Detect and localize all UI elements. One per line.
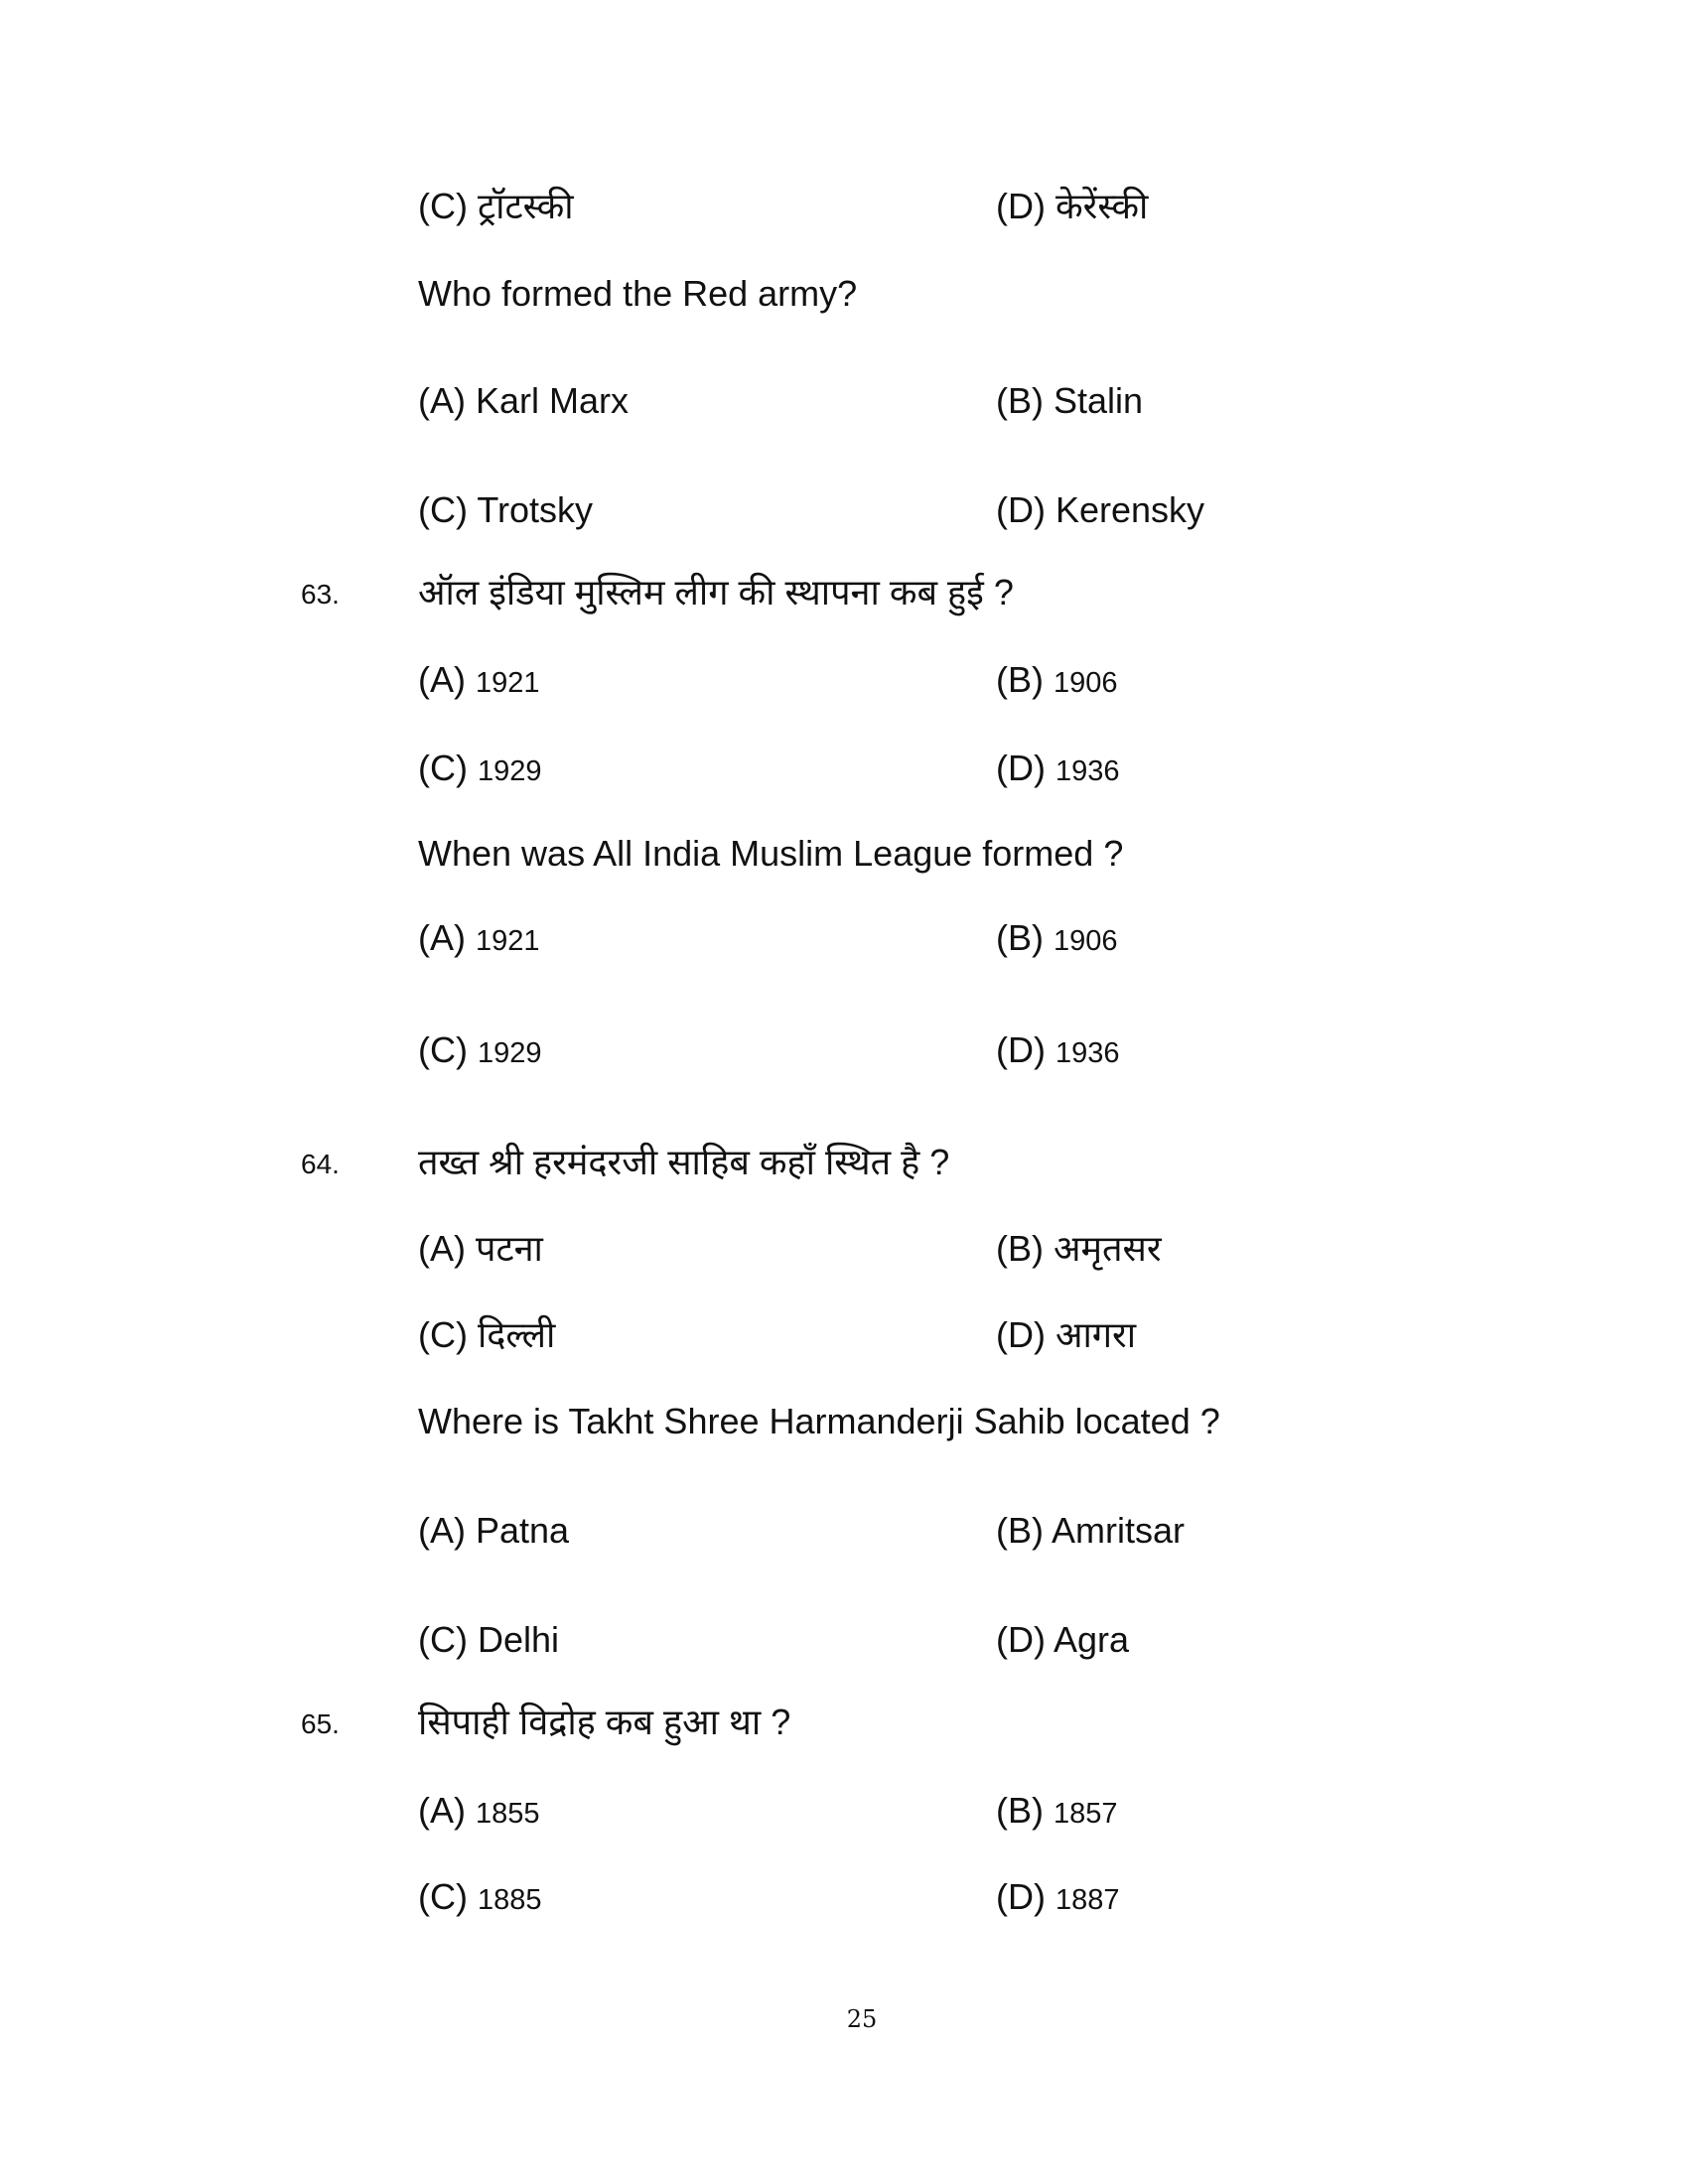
q65-number: 65. xyxy=(301,1708,340,1739)
q64-en-option-a: (A) Patna xyxy=(418,1510,570,1551)
q62-en-option-a: (A) Karl Marx xyxy=(418,380,630,421)
q65-hi-question: सिपाही विद्रोह कब हुआ था ? xyxy=(418,1702,791,1742)
q64-hi-option-a: (A) पटना xyxy=(418,1228,543,1269)
page-number: 25 xyxy=(846,2005,878,2033)
q63-en-option-b: (B) 1906 xyxy=(996,917,1118,958)
q62-en-question: Who formed the Red army? xyxy=(418,273,858,314)
q64-hi-option-b: (B) अमृतसर xyxy=(996,1228,1162,1269)
q64-en-question: Where is Takht Shree Harmanderji Sahib located ? xyxy=(418,1401,1220,1441)
q65-hi-option-c: (C) 1885 xyxy=(418,1876,542,1917)
q63-en-option-a: (A) 1921 xyxy=(418,917,540,958)
q65-hi-option-d: (D) 1887 xyxy=(996,1876,1120,1917)
q64-en-option-c: (C) Delhi xyxy=(418,1619,560,1660)
q63-hi-option-b: (B) 1906 xyxy=(996,659,1118,700)
q63-number: 63. xyxy=(301,579,340,610)
q63-hi-option-a: (A) 1921 xyxy=(418,659,540,700)
q63-hi-option-c: (C) 1929 xyxy=(418,748,542,788)
q62-en-option-c: (C) Trotsky xyxy=(418,489,593,530)
q63-en-option-d: (D) 1936 xyxy=(996,1029,1120,1070)
q64-en-option-b: (B) Amritsar xyxy=(996,1510,1186,1551)
q65-hi-option-b: (B) 1857 xyxy=(996,1790,1118,1831)
q63-hi-question: ऑल इंडिया मुस्लिम लीग की स्थापना कब हुई ? xyxy=(418,572,1014,613)
q63-en-option-c: (C) 1929 xyxy=(418,1029,542,1070)
q64-number: 64. xyxy=(301,1149,340,1179)
q62-en-option-b: (B) Stalin xyxy=(996,380,1144,421)
q64-hi-question: तख्त श्री हरमंदरजी साहिब कहाँ स्थित है ? xyxy=(418,1142,950,1182)
q62-hi-option-d: (D) केरेंस्की xyxy=(996,186,1149,226)
q63-hi-option-d: (D) 1936 xyxy=(996,748,1120,788)
q62-en-option-d: (D) Kerensky xyxy=(996,489,1205,530)
q62-hi-option-c: (C) ट्रॉटस्की xyxy=(418,186,574,226)
q63-en-question: When was All India Muslim League formed ? xyxy=(418,833,1124,874)
q64-hi-option-d: (D) आगरा xyxy=(996,1314,1137,1355)
q65-hi-option-a: (A) 1855 xyxy=(418,1790,540,1831)
q64-en-option-d: (D) Agra xyxy=(996,1619,1130,1660)
q64-hi-option-c: (C) दिल्ली xyxy=(418,1314,556,1355)
